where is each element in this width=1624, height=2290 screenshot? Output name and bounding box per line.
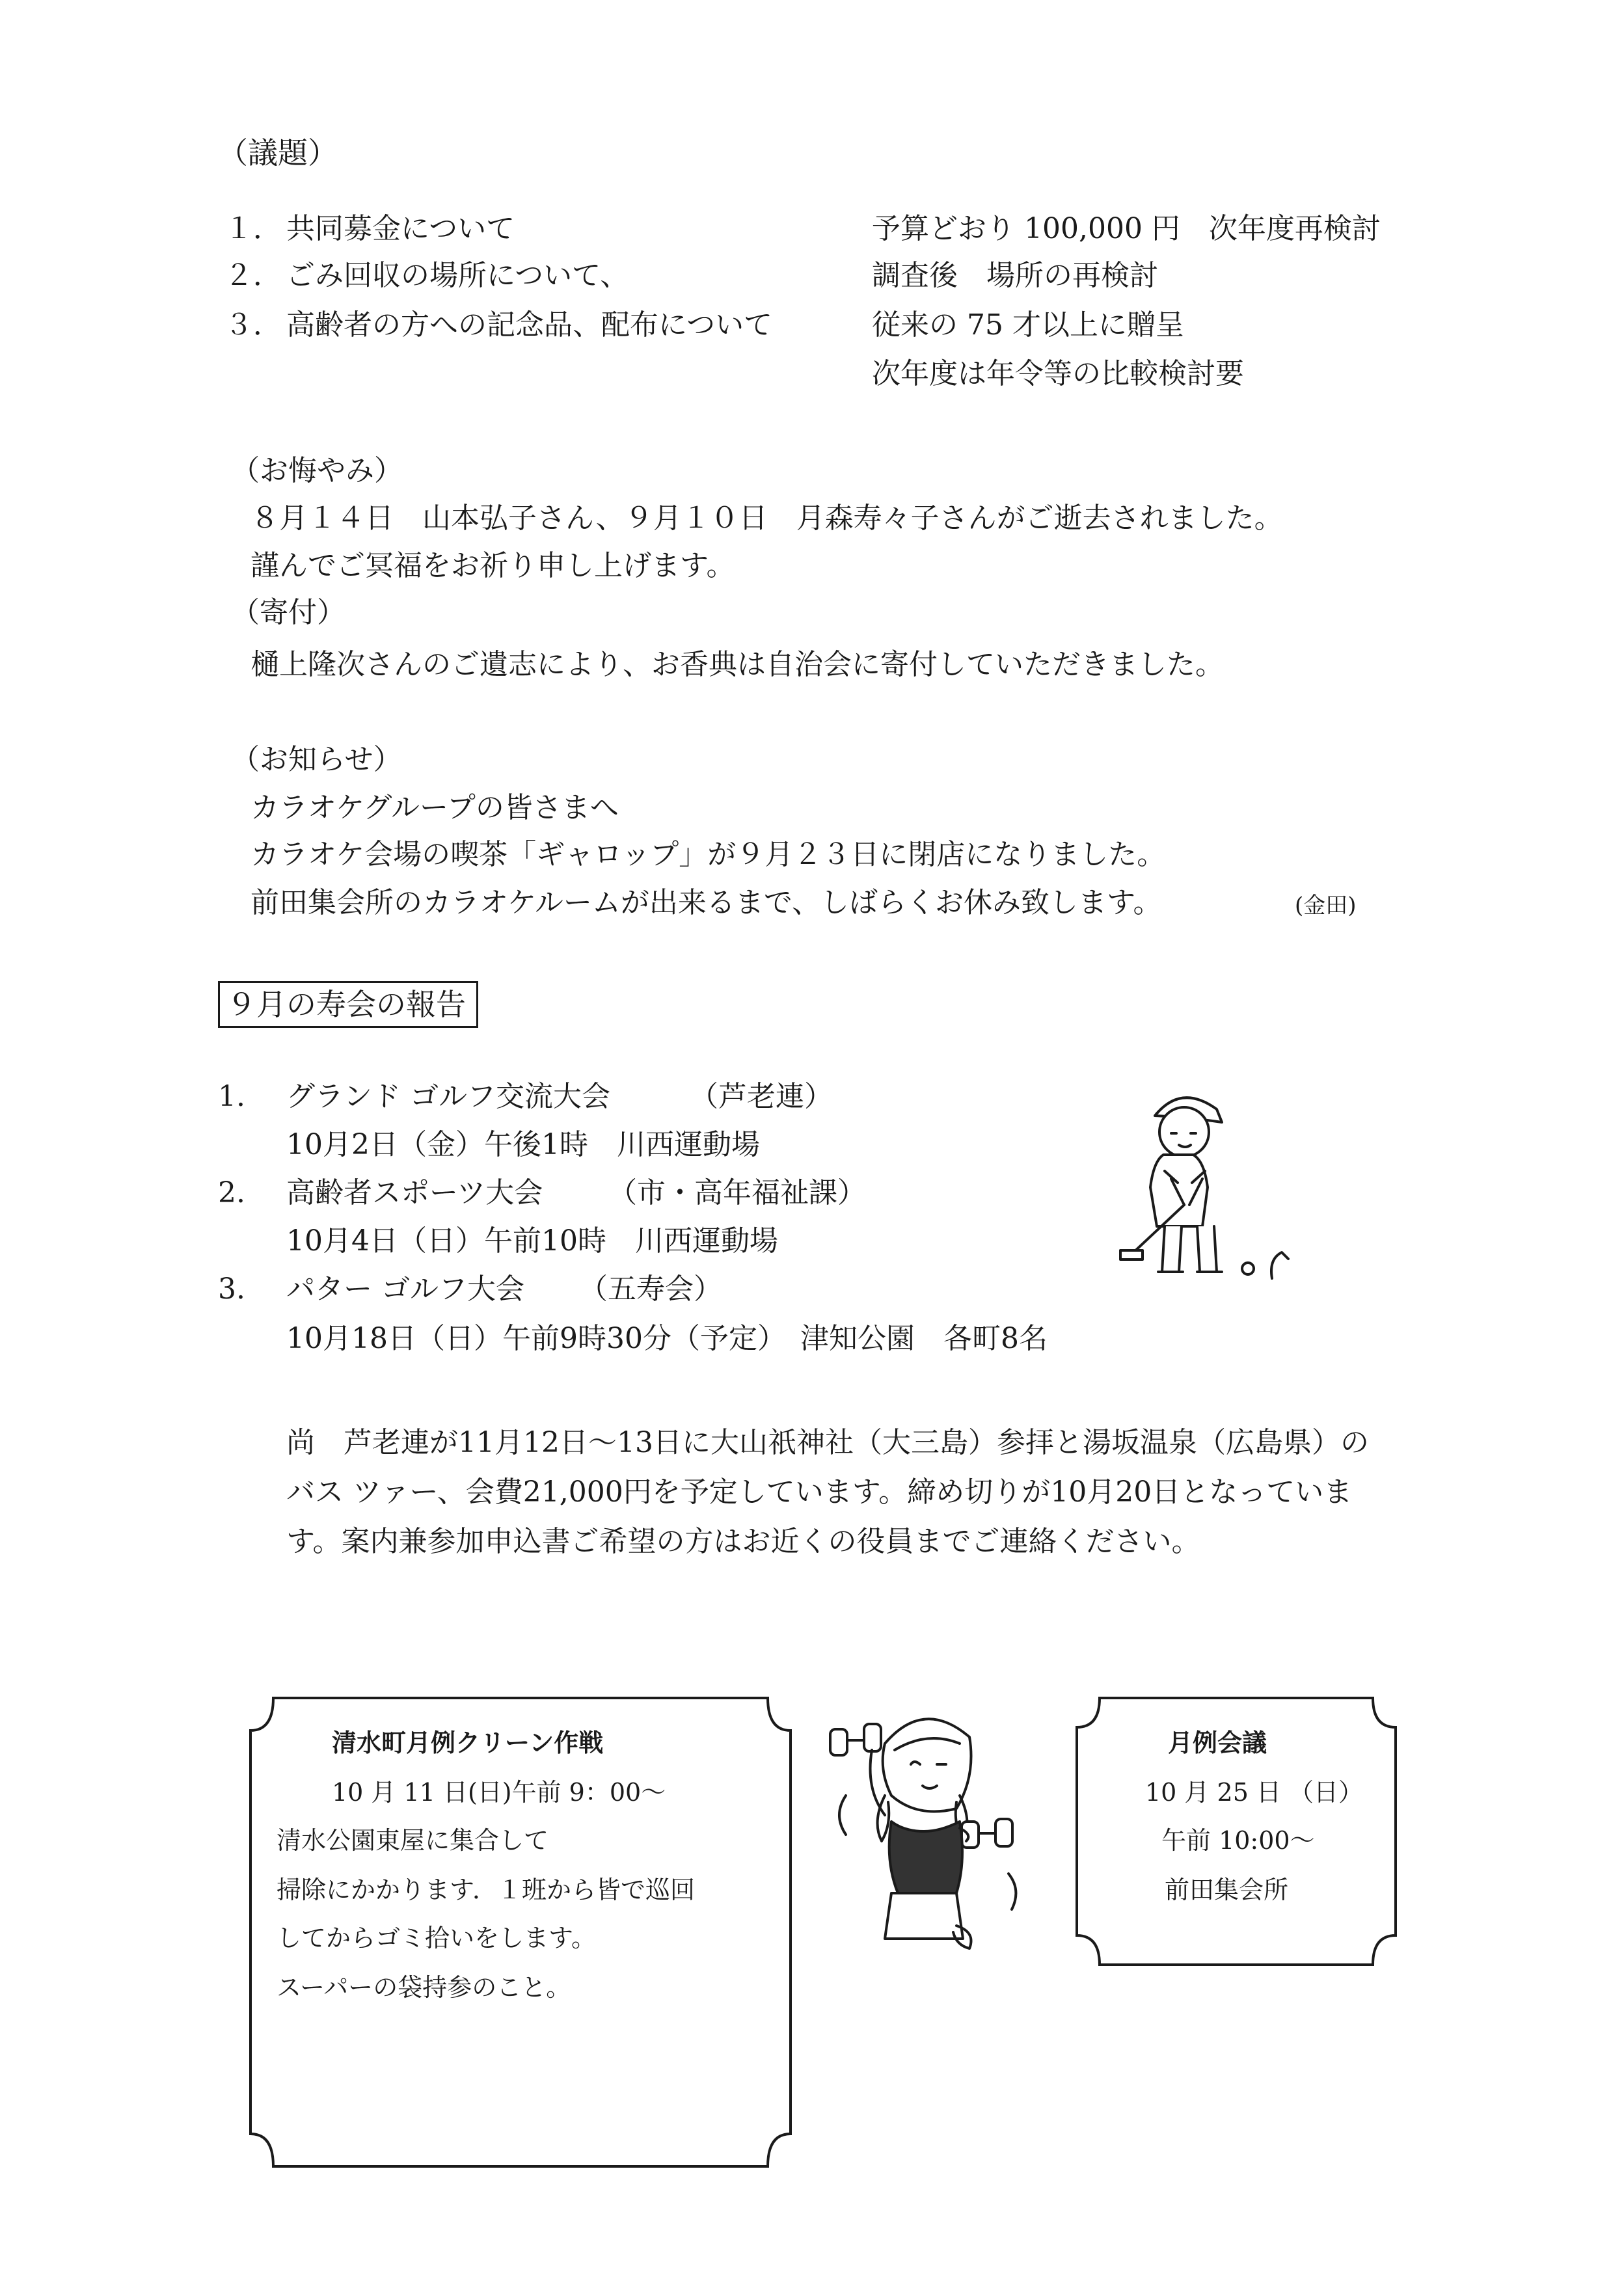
donation-heading: （寄付） xyxy=(231,596,345,629)
notice-line-1: カラオケグループの皆さまへ xyxy=(250,791,619,824)
report-item-1-org: （芦老連） xyxy=(690,1080,833,1113)
cleanup-line-1: 清水公園東屋に集合して xyxy=(277,1826,549,1855)
notice-line-3: 前田集会所のカラオケルームが出来るまで、しばらくお休み致します。 xyxy=(250,886,1162,919)
meeting-date: 10 月 25 日 （日） xyxy=(1145,1778,1364,1807)
agenda-item-2-topic: ごみ回収の場所について、 xyxy=(286,259,629,292)
report-item-2-org: （市・高年福祉課） xyxy=(608,1176,866,1209)
meeting-time: 午前 10:00～ xyxy=(1161,1826,1315,1855)
donation-line-1: 樋上隆次さんのご遺志により、お香典は自治会に寄付していただきました。 xyxy=(250,648,1224,681)
report-note-line-3: す。案内兼参加申込書ご希望の方はお近くの役員までご連絡ください。 xyxy=(286,1525,1200,1558)
cleanup-title: 清水町月例クリーン作戦 xyxy=(332,1728,604,1757)
cleanup-date: 10 月 11 日(日)午前 9：00～ xyxy=(332,1778,666,1807)
report-item-2-num: 2. xyxy=(218,1176,245,1209)
agenda-item-1-topic: 共同募金について xyxy=(286,212,515,245)
agenda-item-2-num: ２． xyxy=(224,259,282,292)
report-heading-box xyxy=(218,981,478,1028)
notice-line-2: カラオケ会場の喫茶「ギャロップ」が９月２３日に閉店になりました。 xyxy=(250,838,1166,871)
condolence-line-1: ８月１４日 山本弘子さん、９月１０日 月森寿々子さんがご逝去されました。 xyxy=(250,502,1283,535)
condolence-heading: （お悔やみ） xyxy=(231,454,403,487)
report-note-line-2: バス ツァー、会費21,000円を予定しています。締め切りが10月20日となっていま xyxy=(286,1475,1353,1509)
agenda-item-3-topic: 高齢者の方への記念品、配布について xyxy=(286,308,773,342)
agenda-heading: （議題） xyxy=(218,135,338,170)
report-item-3-org: （五寿会） xyxy=(579,1273,722,1306)
cleanup-line-3: してからゴミ拾いをします。 xyxy=(277,1924,596,1952)
report-item-3-title: パター ゴルフ大会 xyxy=(286,1273,524,1306)
agenda-item-3-result: 従来の 75 才以上に贈呈 xyxy=(872,308,1184,342)
agenda-item-3-num: ３． xyxy=(224,308,282,342)
meeting-title: 月例会議 xyxy=(1168,1728,1267,1757)
report-item-2-title: 高齢者スポーツ大会 xyxy=(286,1176,543,1209)
report-item-3-detail: 10月18日（日）午前9時30分（予定） 津知公園 各町8名 xyxy=(286,1322,1048,1355)
report-heading: ９月の寿会の報告 xyxy=(226,987,466,1022)
agenda-item-1-result: 予算どおり 100,000 円 次年度再検討 xyxy=(872,212,1381,245)
report-note-line-1: 尚 芦老連が11月12日～13日に大山祇神社（大三島）参拝と湯坂温泉（広島県）の xyxy=(286,1426,1369,1459)
notice-heading: （お知らせ） xyxy=(231,743,402,776)
agenda-item-3-result-line2: 次年度は年令等の比較検討要 xyxy=(872,357,1244,390)
dumbbell-woman-icon xyxy=(830,1719,1016,1948)
report-item-3-num: 3. xyxy=(218,1273,245,1306)
notice-signature: (金田) xyxy=(1295,893,1357,919)
condolence-line-2: 謹んでご冥福をお祈り申し上げます。 xyxy=(250,549,735,582)
cleanup-line-4: スーパーの袋持参のこと。 xyxy=(277,1973,571,2002)
meeting-place: 前田集会所 xyxy=(1165,1876,1289,1904)
cleanup-line-2: 掃除にかかります．１班から皆で巡回 xyxy=(277,1876,695,1904)
agenda-item-2-result: 調査後 場所の再検討 xyxy=(872,259,1158,292)
report-item-1-title: グランド ゴルフ交流大会 xyxy=(286,1080,610,1113)
golfer-icon xyxy=(1120,1098,1288,1278)
report-item-2-detail: 10月4日（日）午前10時 川西運動場 xyxy=(286,1224,778,1258)
report-item-1-detail: 10月2日（金）午後1時 川西運動場 xyxy=(286,1128,760,1161)
report-item-1-num: 1. xyxy=(218,1080,245,1113)
agenda-item-1-num: １． xyxy=(224,212,282,245)
